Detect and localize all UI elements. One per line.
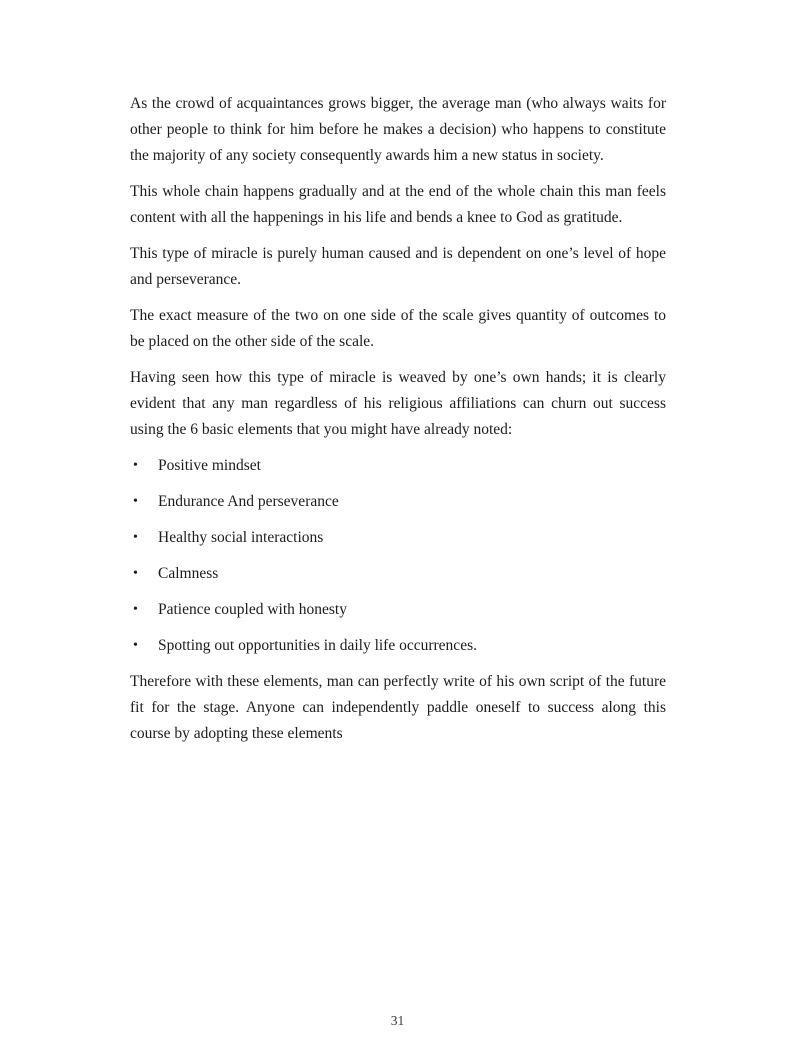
list-item-text: Healthy social interactions (158, 529, 324, 546)
list-item (130, 597, 666, 623)
bullet-icon: • (133, 566, 138, 581)
list-item-text: Calmness (158, 565, 219, 582)
list-item-text: Positive mindset (158, 457, 261, 474)
bullet-icon: • (133, 494, 138, 509)
bullet-icon: • (133, 530, 138, 545)
bullet-icon: • (133, 458, 138, 473)
paragraph: As the crowd of acquaintances grows bigger, the average man (who always waits for other people to think for him before he makes a decision) who happens to constitute the majority of any society consequently awards him a new status in society. (130, 95, 666, 164)
list-item-text: Patience coupled with honesty (158, 601, 347, 618)
bullet-icon: • (133, 638, 138, 653)
paragraph: The exact measure of the two on one side of the scale gives quantity of outcomes to be placed on the other side of the scale. (130, 307, 666, 350)
list-item-text: Endurance And perseverance (158, 493, 339, 510)
list-item (130, 525, 666, 551)
page-body-text (130, 91, 666, 757)
paragraph: This whole chain happens gradually and at the end of the whole chain this man feels content with all the happenings in his life and bends a knee to God as gratitude. (130, 183, 666, 226)
paragraph: Having seen how this type of miracle is weaved by one’s own hands; it is clearly evident that any man regardless of his religious affiliations can churn out success using the 6 basic elements that you might have already noted: (130, 369, 666, 438)
bullet-icon: • (133, 602, 138, 617)
list-item (130, 633, 666, 659)
paragraph: Therefore with these elements, man can perfectly write of his own script of the future fit for the stage. Anyone can independently paddle oneself to success along this course by adopting these elements (130, 673, 666, 742)
page-number: 31 (390, 1013, 405, 1028)
list-item (130, 489, 666, 515)
bullet-list (130, 453, 666, 659)
list-item (130, 561, 666, 587)
list-item (130, 453, 666, 479)
paragraph: This type of miracle is purely human caused and is dependent on one’s level of hope and perseverance. (130, 245, 666, 288)
list-item-text: Spotting out opportunities in daily life occurrences. (158, 637, 477, 654)
